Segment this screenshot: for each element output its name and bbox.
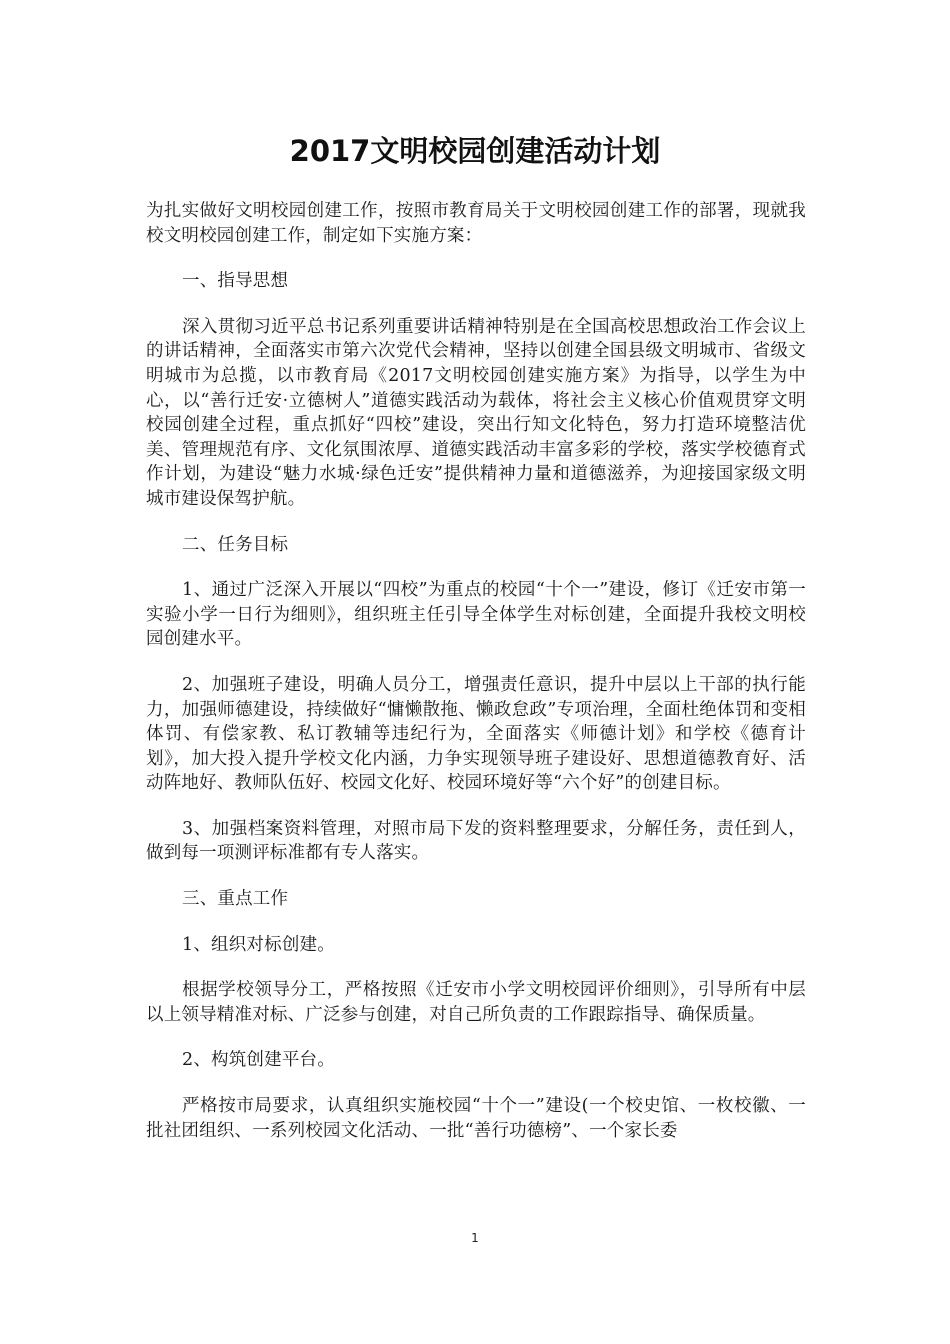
paragraph-goal-3: 3、加强档案资料管理，对照市局下发的资料整理要求，分解任务，责任到人，做到每一项测评标准都有专人落实。: [146, 818, 806, 864]
heading-guiding-thought: 一、指导思想: [182, 271, 289, 292]
paragraph-goal-2: 2、加强班子建设，明确人员分工，增强责任意识，提升中层以上干部的执行能力，加强师德建设，持续做好“慵懒散拖、懒政怠政”专项治理，全面杜绝体罚和变相体罚、有偿家教、私订教辅等违纪行为，全面落实《师德计划》和学校《德育计划》，加大投入提升学校文化内涵，力争实现领导班子建设好、思想道德教育好、活动阵地好、教师队伍好、校园文化好、校园环境好等“六个好”的创建目标。: [146, 674, 806, 794]
subheading-platform: 2、构筑创建平台。: [182, 1050, 335, 1071]
paragraph-intro: 为扎实做好文明校园创建工作，按照市教育局关于文明校园创建工作的部署，现就我校文明校园创建工作，制定如下实施方案：: [146, 201, 806, 246]
paragraph-goal-1: 1、通过广泛深入开展以“四校”为重点的校园“十个一”建设，修订《迁安市第一实验小学一日行为细则》，组织班主任引导全体学生对标创建，全面提升我校文明校园创建水平。: [146, 580, 806, 650]
page-number: 1: [471, 1231, 479, 1245]
document-title: 2017文明校园创建活动计划: [289, 134, 661, 168]
paragraph-benchmark: 根据学校领导分工，严格按照《迁安市小学文明校园评价细则》，引导所有中层以上领导精准对标、广泛参与创建，对自己所负责的工作跟踪指导、确保质量。: [146, 980, 806, 1025]
paragraph-guiding-thought: 深入贯彻习近平总书记系列重要讲话精神特别是在全国高校思想政治工作会议上的讲话精神，全面落实市第六次党代会精神，坚持以创建全国县级文明城市、省级文明城市为总揽，以市教育局《2017文明校园创建实施方案》为指导，以学生为中心，以“善行迁安·立德树人”道德实践活动为载体，将社会主义核心价值观贯穿文明校园创建全过程，重点抓好“四校”建设，突出行知文化特色，努力打造环境整洁优美、管理规范有序、文化氛围浓厚、道德实践活动丰富多彩的学校，落实学校德育式作计划，为建设“魅力水城·绿色迁安”提供精神力量和道德滋养，为迎接国家级文明城市建设保驾护航。: [146, 316, 806, 509]
subheading-benchmark: 1、组织对标创建。: [182, 934, 335, 955]
document-body: [146, 199, 806, 1164]
heading-key-work: 三、重点工作: [182, 889, 289, 910]
paragraph-platform: 严格按市局要求，认真组织实施校园“十个一”建设(一个校史馆、一枚校徽、一批社团组织、一系列校园文化活动、一批“善行功德榜”、一个家长委: [146, 1096, 806, 1141]
heading-task-goals: 二、任务目标: [182, 534, 289, 555]
